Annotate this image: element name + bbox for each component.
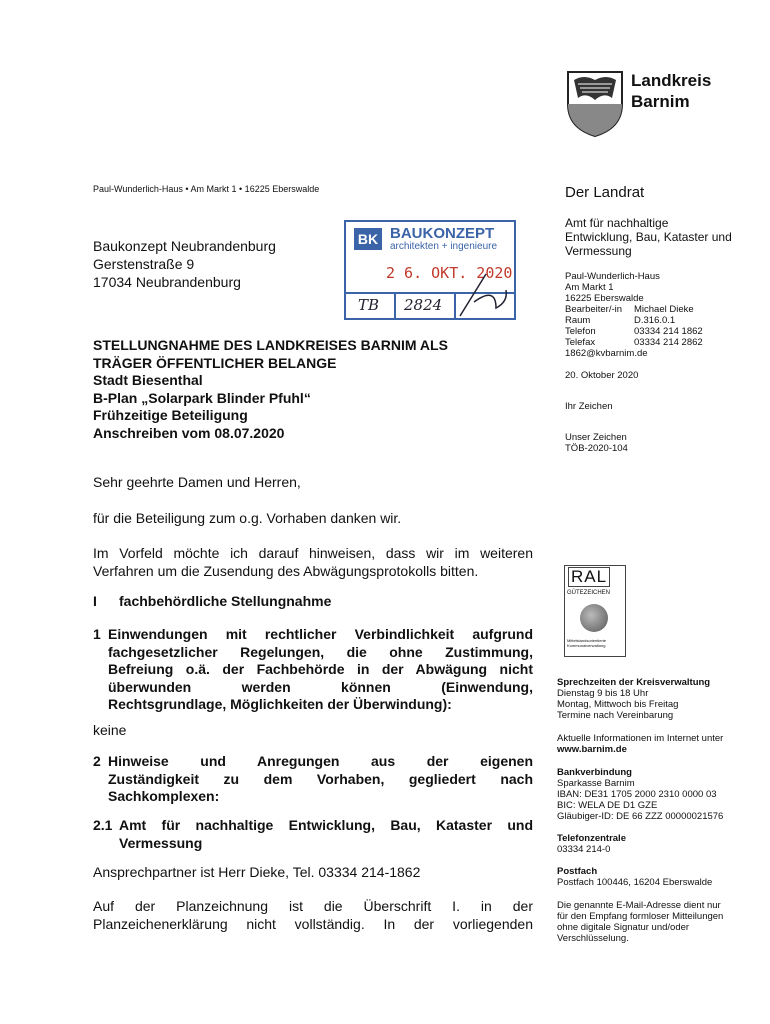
subject-block: STELLUNGNAHME DES LANDKREISES BARNIM ALS TRÄGER ÖFFENTLICHER BELANGE Stadt Biesenthal B-Plan „Solarpark Blinder Pfuhl“ Frühzeitige Beteiligung Anschreiben vom 08.07.2020 xyxy=(93,337,448,441)
postbox: Postfach Postfach 100446, 16204 Eberswalde xyxy=(557,866,713,888)
office-hours: Sprechzeiten der Kreisverwaltung Dienstag 9 bis 18 Uhr Montag, Mittwoch bis Freitag Termine nach Vereinbarung xyxy=(557,677,711,721)
stamp-sub: architekten + ingenieure xyxy=(390,241,498,252)
department-name: Amt für nachhaltige Entwicklung, Bau, Kataster und Vermessung xyxy=(565,216,732,258)
signature-mark xyxy=(456,272,512,318)
stamp-logo: BK xyxy=(354,228,382,250)
section-I-heading: I fachbehördliche Stellungnahme xyxy=(93,593,332,609)
bank-details: Bankverbindung Sparkasse Barnim IBAN: DE31 1705 2000 2310 0000 03 BIC: WELA DE D1 GZE Gläubiger-ID: DE 66 ZZZ 00000021576 xyxy=(557,767,724,822)
switchboard: Telefonzentrale 03334 214-0 xyxy=(557,833,626,855)
recipient-address: Baukonzept Neubrandenburg Gerstenstraße 9 17034 Neubrandenburg xyxy=(93,238,276,290)
thanks-paragraph: für die Beteiligung zum o.g. Vorhaben danken wir. xyxy=(93,510,402,526)
stamp-handwriting-2: 2824 xyxy=(404,296,443,314)
unser-zeichen: Unser Zeichen TÖB-2020-104 xyxy=(565,432,628,454)
keine-text: keine xyxy=(93,722,127,738)
stamp-name: BAUKONZEPT xyxy=(390,225,495,242)
section-2-heading: 2 Hinweise und Anregungen aus der eigenen Zuständigkeit zu dem Vorhaben, gegliedert nach Sachkomplexen: xyxy=(93,753,533,804)
stamp-divider-v1 xyxy=(394,292,396,318)
received-stamp xyxy=(344,220,516,320)
stamp-handwriting-1: TB xyxy=(358,296,380,314)
salutation: Sehr geehrte Damen und Herren, xyxy=(93,474,301,490)
website-link[interactable]: www.barnim.de xyxy=(557,744,627,755)
stamp-date: 2 6. OKT. 2020 xyxy=(386,264,513,282)
ral-seal xyxy=(564,565,626,657)
last-paragraph: Auf der Planzeichnung ist die Überschrift I. in der Planzeichenerklärung nicht vollständig. In der vorliegenden xyxy=(93,898,533,932)
letter-date: 20. Oktober 2020 xyxy=(565,370,639,381)
section-2-1-heading: 2.1 Amt für nachhaltige Entwicklung, Bau, Kataster und Vermessung xyxy=(93,817,533,851)
ral-caption: Mittelstandsorientierte Kommunalverwaltung xyxy=(567,638,607,648)
ral-seal-circle xyxy=(580,604,608,632)
intro-paragraph: Im Vorfeld möchte ich darauf hinweisen, dass wir im weiteren Verfahren um die Zusendung des Abwägungsprotokolls bitten. xyxy=(93,545,533,579)
landrat-title: Der Landrat xyxy=(565,184,645,201)
internet-info: Aktuelle Informationen im Internet unter www.barnim.de xyxy=(557,733,724,755)
logo-text: Landkreis Barnim xyxy=(631,71,712,111)
ihr-zeichen-label: Ihr Zeichen xyxy=(565,401,613,412)
sender-line: Paul-Wunderlich-Haus • Am Markt 1 • 16225 Eberswalde xyxy=(93,184,320,194)
coat-of-arms-icon xyxy=(566,70,624,138)
department-address: Paul-Wunderlich-Haus Am Markt 1 16225 Eberswalde Bearbeiter/-in Michael Dieke Raum D.316.0.1 Telefon 03334 214 1862 Telefax 03334 214 2862 1862@kvbarnim.de xyxy=(565,271,703,359)
email-note: Die genannte E-Mail-Adresse dient nur für den Empfang formloser Mitteilungen ohne digitale Signatur und/oder Verschlüsselung. xyxy=(557,900,724,944)
section-1-heading: 1 Einwendungen mit rechtlicher Verbindlichkeit aufgrund fachgesetzlicher Regelungen, die ohne Zustimmung, Befreiung o.ä. der Fachbehörde in der Abwägung nicht überwunden werden können (Einwendung, Rechtsgrundlage, Möglichkeiten der Überwindung): xyxy=(93,626,533,712)
ral-sub: GÜTEZEICHEN xyxy=(567,590,611,596)
contact-line: Ansprechpartner ist Herr Dieke, Tel. 03334 214-1862 xyxy=(93,864,421,880)
ral-title: RAL xyxy=(568,567,610,587)
email-address[interactable]: 1862@kvbarnim.de xyxy=(565,348,648,359)
